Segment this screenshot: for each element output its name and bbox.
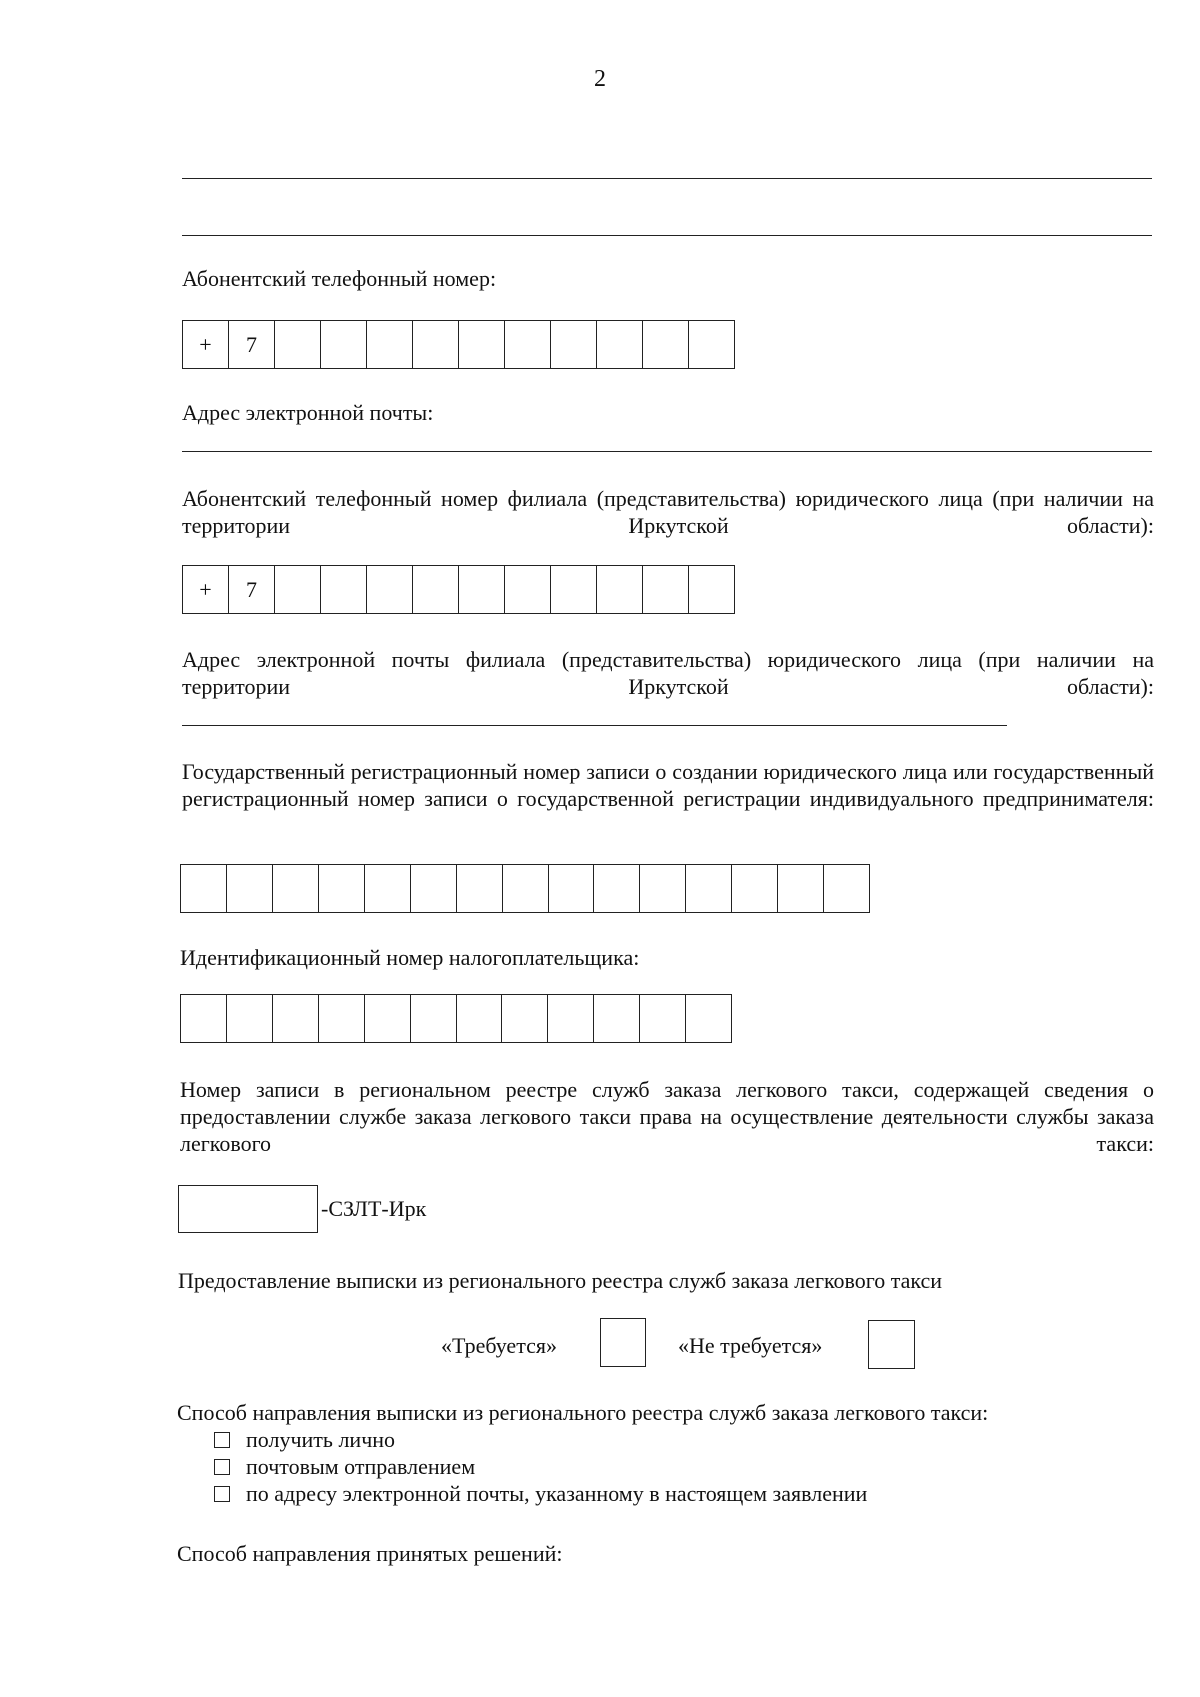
- checkbox-icon[interactable]: [214, 1432, 230, 1448]
- digit-cell[interactable]: [272, 865, 318, 912]
- digit-cell[interactable]: [504, 321, 550, 368]
- digit-cell[interactable]: [456, 865, 502, 912]
- not-required-checkbox[interactable]: [868, 1320, 915, 1369]
- digit-cell[interactable]: [504, 566, 550, 613]
- digit-cell[interactable]: [456, 995, 502, 1042]
- digit-cell[interactable]: [547, 995, 593, 1042]
- digit-cell[interactable]: [685, 865, 731, 912]
- digit-cell[interactable]: [731, 865, 777, 912]
- branch-email-label: Адрес электронной почты филиала (представительства) юридического лица (при наличии на территории Иркутской области):: [182, 647, 1154, 699]
- digit-cell[interactable]: [318, 865, 364, 912]
- delivery-option-email[interactable]: [214, 1480, 867, 1507]
- page-number: 2: [594, 66, 606, 92]
- digit-cell[interactable]: [320, 321, 366, 368]
- branch-phone-label: Абонентский телефонный номер филиала (представительства) юридического лица (при наличии на территории Иркутской области):: [182, 486, 1154, 538]
- digit-cell[interactable]: [501, 995, 547, 1042]
- digit-cell[interactable]: [274, 321, 320, 368]
- digit-cell[interactable]: [639, 865, 685, 912]
- digit-cell[interactable]: 7: [228, 321, 274, 368]
- digit-cell[interactable]: [458, 566, 504, 613]
- digit-cell[interactable]: [320, 566, 366, 613]
- digit-cell[interactable]: [318, 995, 364, 1042]
- digit-cell[interactable]: [272, 995, 318, 1042]
- digit-cell[interactable]: [502, 865, 548, 912]
- decisions-method-label: Способ направления принятых решений:: [177, 1541, 563, 1566]
- digit-cell[interactable]: [639, 995, 685, 1042]
- digit-cell[interactable]: [685, 995, 731, 1042]
- registry-number-label: Номер записи в региональном реестре служб заказа легкового такси, содержащей сведения о предоставлении службе заказа легкового такси права на осуществление деятельности службы заказа легкового такси:: [180, 1077, 1154, 1156]
- digit-cell[interactable]: [364, 865, 410, 912]
- phone-number-grid[interactable]: [182, 320, 735, 369]
- checkbox-icon[interactable]: [214, 1486, 230, 1502]
- delivery-option-label: почтовым отправлением: [246, 1454, 476, 1479]
- digit-cell[interactable]: [823, 865, 869, 912]
- digit-cell[interactable]: [412, 566, 458, 613]
- registry-number-suffix: -СЗЛТ-Ирк: [321, 1196, 427, 1221]
- digit-cell[interactable]: [364, 995, 410, 1042]
- blank-line-1[interactable]: [182, 178, 1152, 179]
- required-label: «Требуется»: [441, 1333, 557, 1358]
- required-checkbox[interactable]: [600, 1318, 646, 1367]
- not-required-label: «Не требуется»: [678, 1333, 823, 1358]
- email-label: Адрес электронной почты:: [182, 400, 434, 425]
- digit-cell[interactable]: [688, 566, 734, 613]
- digit-cell[interactable]: [688, 321, 734, 368]
- phone-label: Абонентский телефонный номер:: [182, 266, 497, 291]
- delivery-option-in-person[interactable]: [214, 1426, 867, 1453]
- checkbox-icon[interactable]: [214, 1459, 230, 1475]
- digit-cell[interactable]: [642, 321, 688, 368]
- delivery-options-list: [214, 1426, 867, 1507]
- delivery-method-label: Способ направления выписки из регионального реестра служб заказа легкового такси:: [177, 1400, 989, 1425]
- inn-label: Идентификационный номер налогоплательщика:: [180, 945, 640, 970]
- blank-line-2[interactable]: [182, 235, 1152, 236]
- ogrn-grid[interactable]: [180, 864, 870, 913]
- extract-label: Предоставление выписки из регионального реестра служб заказа легкового такси: [178, 1268, 943, 1293]
- digit-cell[interactable]: [366, 566, 412, 613]
- digit-cell[interactable]: [548, 865, 594, 912]
- digit-cell[interactable]: [550, 566, 596, 613]
- digit-cell[interactable]: [596, 566, 642, 613]
- digit-cell[interactable]: [593, 865, 639, 912]
- digit-cell[interactable]: [412, 321, 458, 368]
- inn-grid[interactable]: [180, 994, 732, 1043]
- digit-cell[interactable]: +: [199, 331, 212, 357]
- branch-email-field-line[interactable]: [182, 725, 1007, 726]
- digit-cell[interactable]: [593, 995, 639, 1042]
- delivery-option-label: получить лично: [246, 1427, 396, 1452]
- branch-phone-number-grid[interactable]: [182, 565, 735, 614]
- digit-cell[interactable]: [181, 995, 226, 1042]
- digit-cell[interactable]: [181, 865, 226, 912]
- digit-cell[interactable]: [596, 321, 642, 368]
- email-field-line[interactable]: [182, 451, 1152, 452]
- digit-cell[interactable]: [226, 995, 272, 1042]
- digit-cell[interactable]: [642, 566, 688, 613]
- digit-cell[interactable]: +: [199, 576, 212, 602]
- digit-cell[interactable]: [550, 321, 596, 368]
- delivery-option-post[interactable]: [214, 1453, 867, 1480]
- digit-cell[interactable]: 7: [228, 566, 274, 613]
- digit-cell[interactable]: [458, 321, 504, 368]
- registry-number-input[interactable]: [178, 1185, 318, 1233]
- digit-cell[interactable]: [410, 865, 456, 912]
- delivery-option-label: по адресу электронной почты, указанному в настоящем заявлении: [246, 1481, 868, 1506]
- digit-cell[interactable]: [366, 321, 412, 368]
- digit-cell[interactable]: [274, 566, 320, 613]
- ogrn-label: Государственный регистрационный номер записи о создании юридического лица или государственный регистрационный номер записи о государственной регистрации индивидуального предпринимателя:: [182, 759, 1154, 811]
- digit-cell[interactable]: [777, 865, 823, 912]
- digit-cell[interactable]: [410, 995, 456, 1042]
- digit-cell[interactable]: [226, 865, 272, 912]
